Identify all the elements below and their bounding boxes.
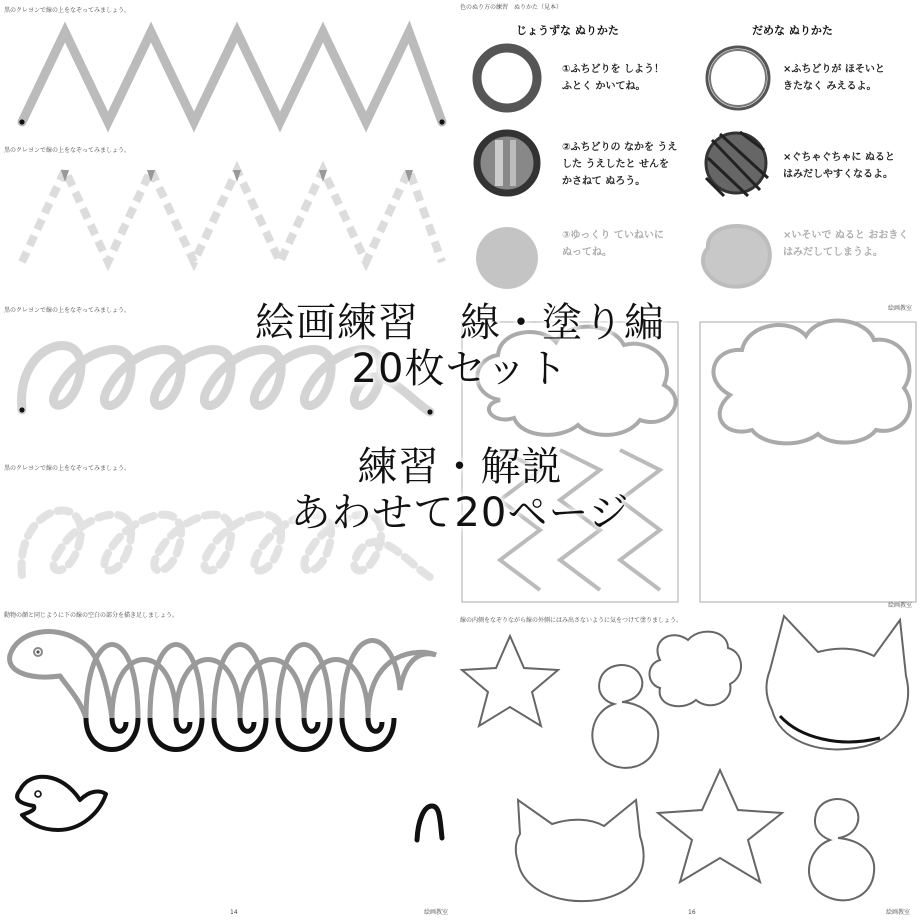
- good-note-2b: した うえしたと せんを: [562, 159, 669, 170]
- snake-body-upper-inner: [86, 641, 436, 718]
- bad-note-1b: きたなく みえるよ。: [783, 81, 877, 92]
- title-line-3: 練習・解説: [357, 444, 563, 490]
- bird-eye: [35, 791, 41, 797]
- star-shape-small: [462, 636, 558, 726]
- snake-body-lower: [86, 718, 394, 750]
- snowman-shape-2: [809, 799, 874, 900]
- guide-title: 色のぬり方の練習 ぬりかた（見本）: [460, 4, 563, 11]
- star-shape-large: [658, 770, 782, 882]
- page-number: 16: [688, 909, 696, 916]
- instruction-text: 黒のクレヨンで線の上をなぞってみましょう。: [4, 7, 131, 14]
- zigzag-dashed-worksheet: [4, 146, 442, 262]
- start-dot: [19, 119, 24, 124]
- bird-outline: [17, 777, 106, 830]
- zigzag-dashed-line: [22, 170, 442, 262]
- bad-note-2a: ×ぐちゃぐちゃに ぬると: [783, 152, 895, 163]
- good-header: じょうずな ぬりかた: [516, 24, 619, 37]
- title-line-4: あわせて20ページ: [290, 490, 630, 536]
- instruction-text: 黒のクレヨンで線の上をなぞってみましょう。: [4, 465, 131, 472]
- title-line-1: 絵画練習 線・塗り編: [255, 300, 665, 346]
- good-note-3a: ③ゆっくり ていねいに: [562, 230, 664, 241]
- bad-note-1a: ×ふちどりが ほそいと: [783, 64, 885, 75]
- bad-note-3b: はみだしてしまうよ。: [783, 247, 883, 258]
- bad-sample-messy: [703, 226, 770, 287]
- instruction-text: 動物の顔と同じように下の線の空白の部分を描き足しましょう。: [4, 612, 179, 619]
- coloring-guide-page: [460, 3, 908, 289]
- cat-face-shape-2: [516, 800, 644, 901]
- bad-note-2b: はみだしやすくなるよ。: [783, 169, 893, 180]
- good-sample-outline: [477, 48, 537, 108]
- cat-face-shape-1: [767, 616, 909, 749]
- footer-label: 絵画教室: [886, 909, 911, 916]
- good-note-2a: ②ふちどりの なかを うえ: [562, 142, 678, 153]
- footer-label: 絵画教室: [888, 305, 913, 312]
- good-note-2c: かさねて ぬろう。: [562, 176, 646, 187]
- footer-label: 絵画教室: [424, 909, 449, 916]
- good-sample-fill: [477, 133, 537, 193]
- bad-sample-outline: [707, 47, 769, 109]
- end-dot: [439, 119, 444, 124]
- footer-label: 絵画教室: [888, 602, 913, 609]
- bad-header: だめな ぬりかた: [752, 24, 833, 37]
- instruction-text: 黒のクレヨンで線の上をなぞってみましょう。: [4, 307, 131, 314]
- instruction-text: 黒のクレヨンで線の上をなぞってみましょう。: [4, 147, 131, 154]
- instruction-text: 線の内側をなぞりながら線の外側にはみ出さないように気をつけて塗りましょう。: [460, 617, 683, 624]
- hook-mark: [417, 806, 442, 840]
- snake-head: [10, 632, 86, 718]
- title-line-2: 20枚セット: [351, 346, 569, 392]
- snowman-shape-1: [592, 665, 658, 768]
- good-note-3b: ぬってね。: [562, 247, 612, 258]
- zigzag-peak-marks: [61, 170, 413, 182]
- zigzag-worksheet: [4, 6, 445, 125]
- bad-note-3a: ×いそいで ぬると おおきく: [783, 230, 909, 241]
- snake-worksheet: [4, 611, 448, 916]
- title-overlay: [0, 300, 920, 536]
- flower-cloud-shape: [650, 632, 742, 707]
- page-number: 14: [230, 909, 238, 916]
- shapes-page: [460, 616, 910, 916]
- good-note-1b: ふとく かいてね。: [562, 81, 646, 92]
- zigzag-line: [22, 32, 442, 122]
- good-note-1a: ①ふちどりを しよう！: [562, 64, 664, 75]
- good-sample-finished: [476, 227, 538, 289]
